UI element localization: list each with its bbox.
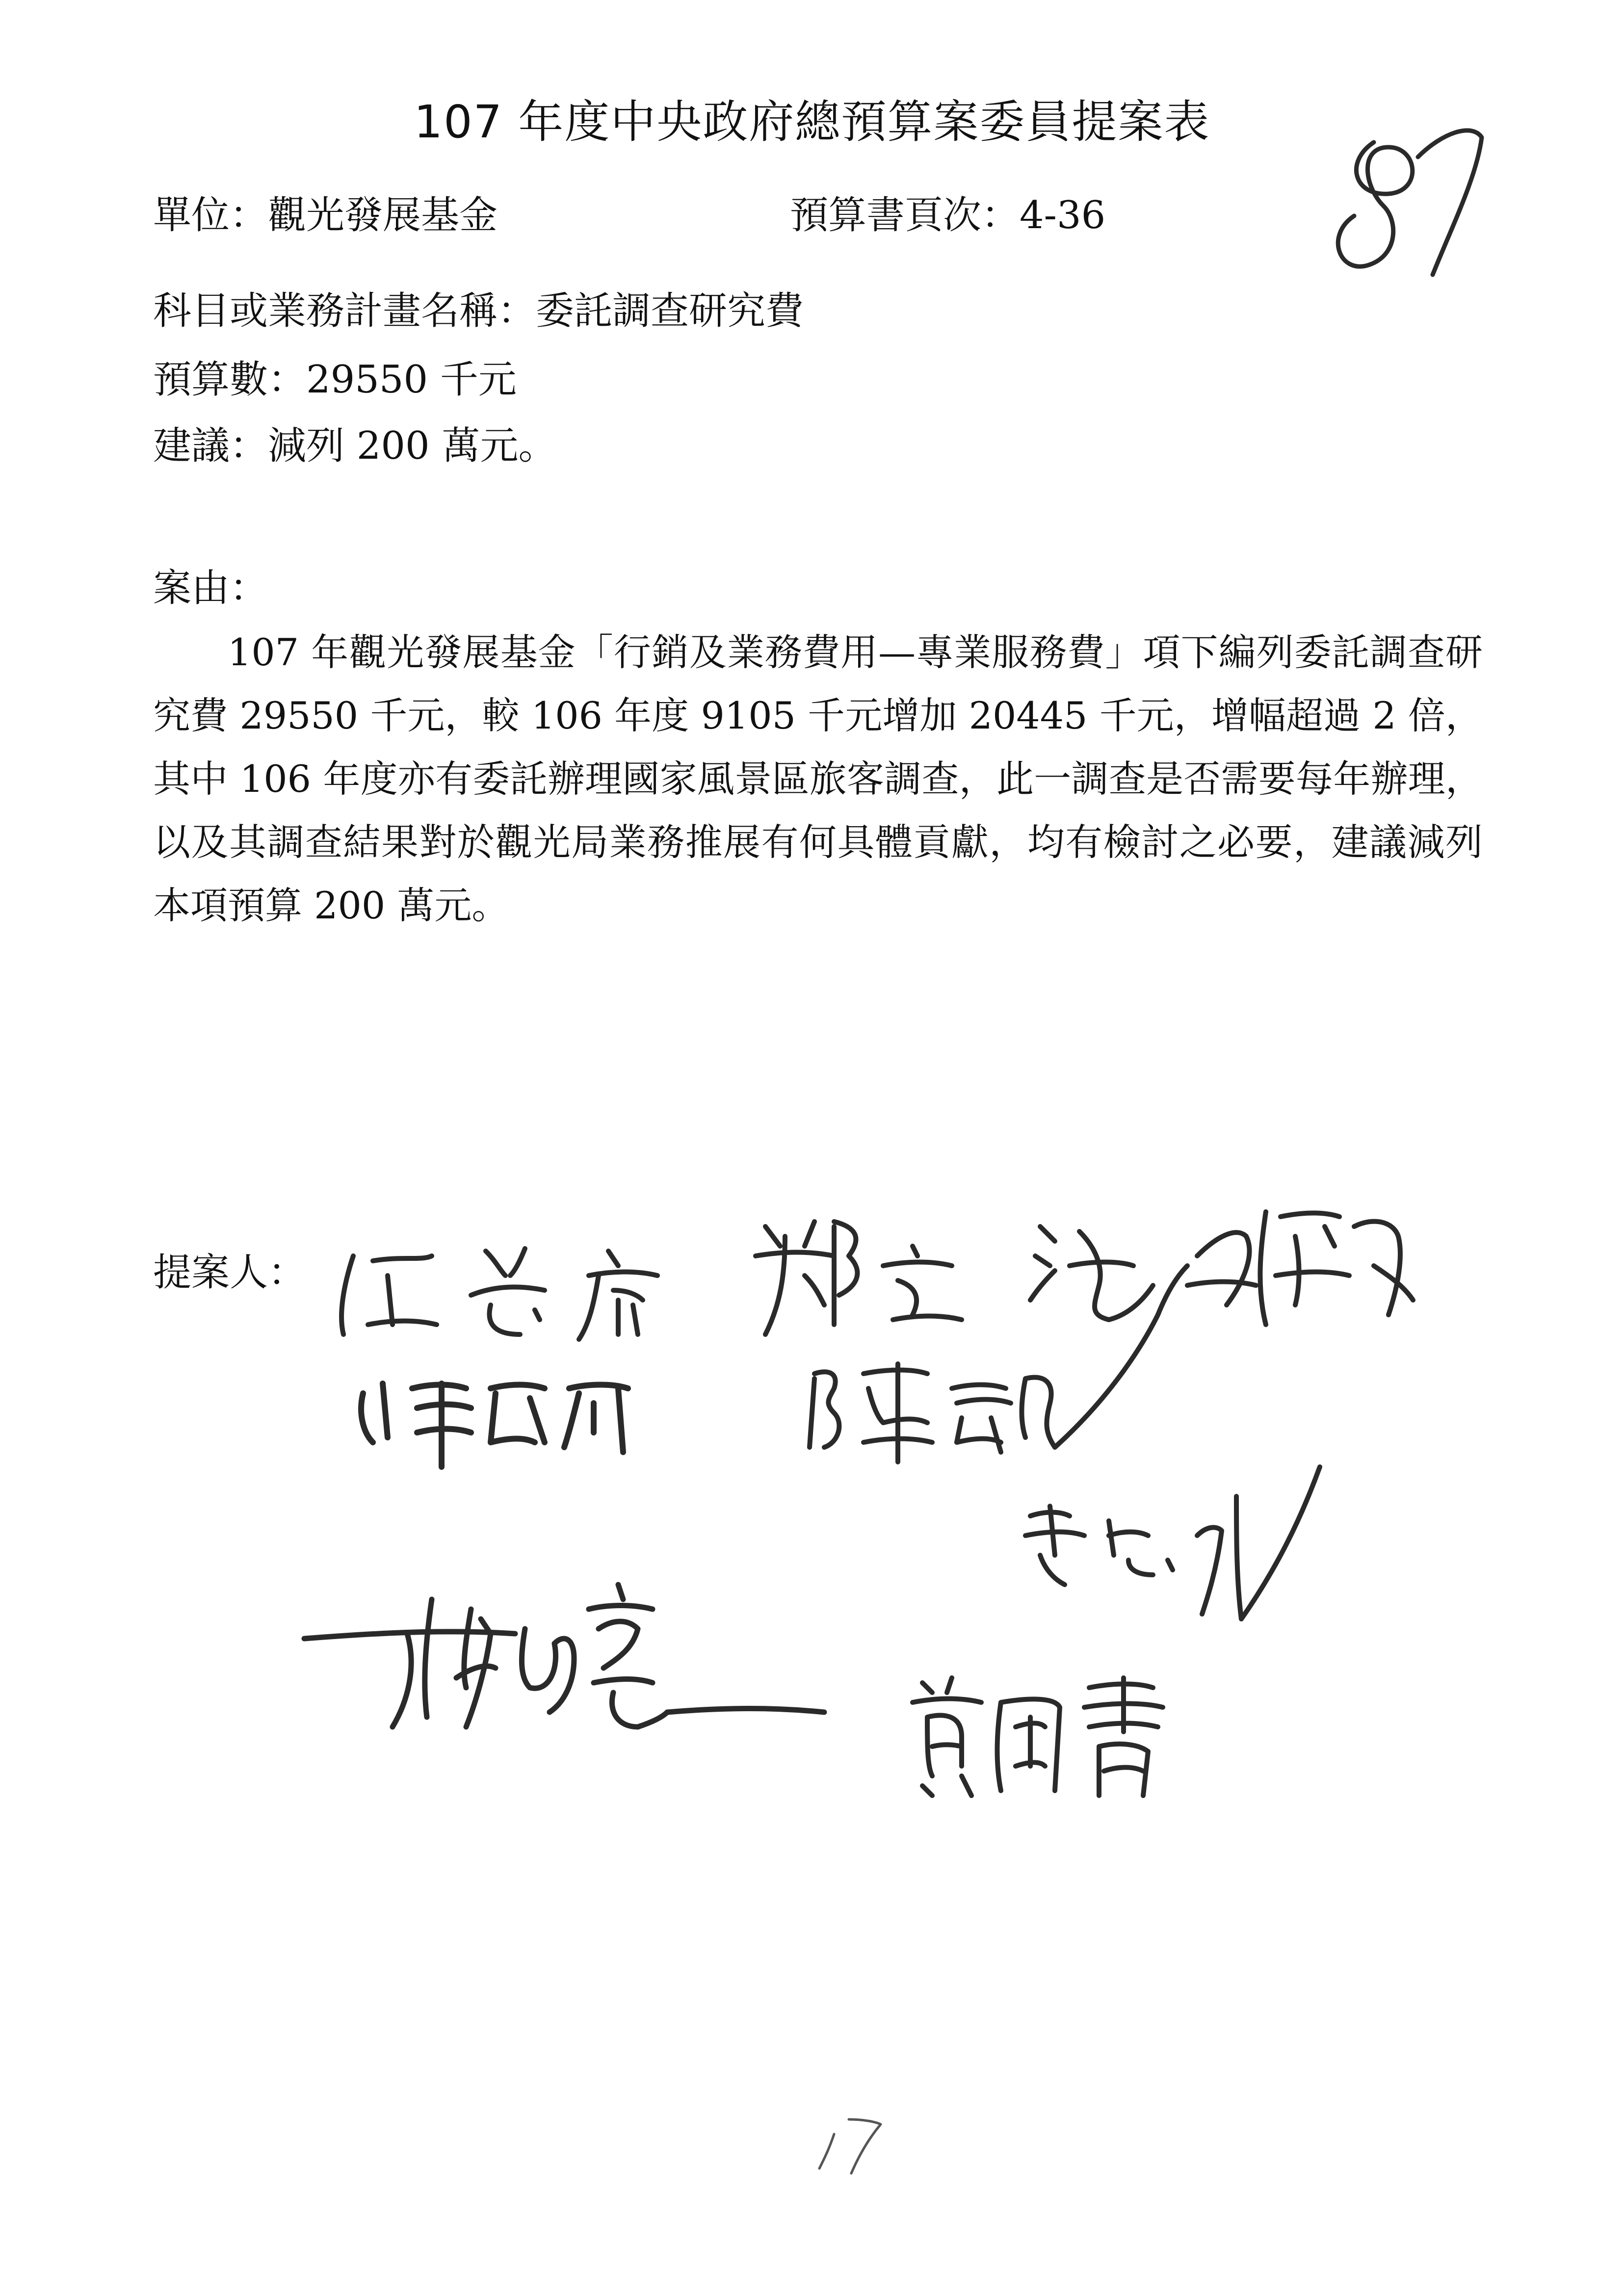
item-field: 科目或業務計畫名稱：委託調查研究費 <box>153 289 804 333</box>
unit-field: 單位：觀光發展基金 <box>153 193 498 237</box>
form-title: 107 年度中央政府總預算案委員提案表 <box>414 96 1210 148</box>
suggestion-field: 建議：減列 200 萬元。 <box>153 424 557 468</box>
budget-field: 預算數：29550 千元 <box>153 358 517 402</box>
reason-heading: 案由： <box>153 566 268 610</box>
page-ref-field: 預算書頁次：4-36 <box>790 193 1106 237</box>
proposer-label: 提案人： <box>153 1251 307 1295</box>
reason-paragraph: 107 年觀光發展基金「行銷及業務費用—專業服務費」項下編列委託調查研究費 29550 千元，較 106 年度 9105 千元增加 20445 千元，增幅超過 2 倍，其中 106 年度亦有委託辦理國家風景區旅客調查，此一調查是否需要每年辦理，以及其調查結果對於觀光局業務推展有何具體貢獻，均有檢討之必要，建議減列本項預算 200 萬元。 <box>153 630 1483 927</box>
